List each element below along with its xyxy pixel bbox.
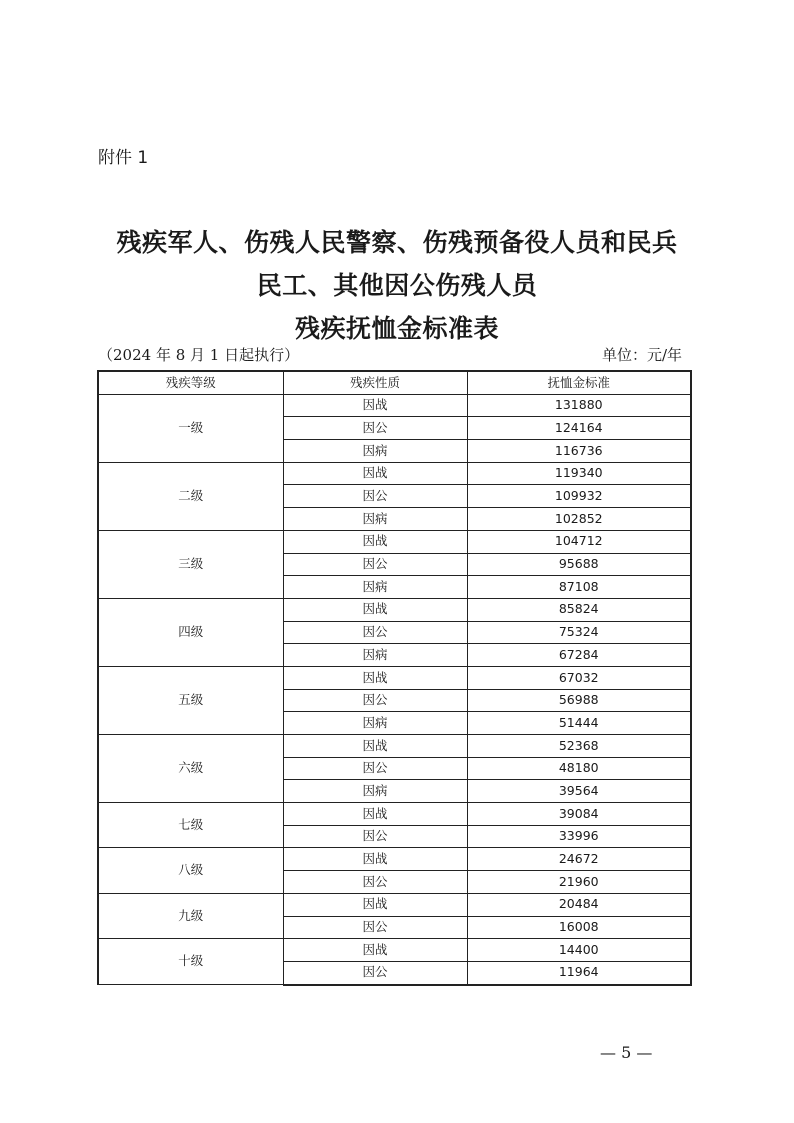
title-line-2: 民工、其他因公伤残人员 — [256, 271, 538, 300]
disability-nature-cell: 因公 — [283, 689, 467, 712]
disability-grade-cell: 七级 — [98, 803, 283, 848]
unit-label: 单位：元/年 — [601, 346, 682, 364]
pension-amount-cell: 33996 — [467, 825, 691, 848]
pension-amount-cell: 24672 — [467, 848, 691, 871]
disability-nature-cell: 因公 — [283, 417, 467, 440]
disability-nature-cell: 因战 — [283, 803, 467, 826]
pension-amount-cell: 109932 — [467, 485, 691, 508]
disability-nature-cell: 因病 — [283, 644, 467, 667]
pension-standard-table — [97, 370, 692, 986]
disability-nature-cell: 因公 — [283, 621, 467, 644]
table-row — [98, 939, 691, 962]
table-row — [98, 893, 691, 916]
pension-amount-cell: 116736 — [467, 440, 691, 463]
pension-amount-cell: 16008 — [467, 916, 691, 939]
disability-nature-cell: 因公 — [283, 871, 467, 894]
pension-amount-cell: 104712 — [467, 530, 691, 553]
header-grade: 残疾等级 — [98, 371, 283, 394]
disability-nature-cell: 因病 — [283, 712, 467, 735]
disability-nature-cell: 因战 — [283, 462, 467, 485]
disability-nature-cell: 因战 — [283, 939, 467, 962]
disability-grade-cell: 一级 — [98, 394, 283, 462]
attachment-label: 附件 1 — [98, 148, 149, 168]
disability-nature-cell: 因病 — [283, 576, 467, 599]
pension-amount-cell: 124164 — [467, 417, 691, 440]
pension-amount-cell: 131880 — [467, 394, 691, 417]
table-row — [98, 848, 691, 871]
pension-amount-cell: 75324 — [467, 621, 691, 644]
pension-amount-cell: 56988 — [467, 689, 691, 712]
pension-amount-cell: 51444 — [467, 712, 691, 735]
title-line-1: 残疾军人、伤残人民警察、伤残预备役人员和民兵 — [116, 228, 678, 257]
pension-amount-cell: 48180 — [467, 757, 691, 780]
disability-nature-cell: 因战 — [283, 848, 467, 871]
table-header-row — [98, 371, 691, 394]
table-row — [98, 530, 691, 553]
disability-grade-cell: 二级 — [98, 462, 283, 530]
page-number: — 5 — — [600, 1043, 653, 1062]
disability-grade-cell: 四级 — [98, 598, 283, 666]
pension-amount-cell: 95688 — [467, 553, 691, 576]
table-body — [98, 394, 691, 984]
pension-amount-cell: 119340 — [467, 462, 691, 485]
disability-nature-cell: 因战 — [283, 666, 467, 689]
pension-amount-cell: 21960 — [467, 871, 691, 894]
disability-grade-cell: 五级 — [98, 666, 283, 734]
pension-amount-cell: 87108 — [467, 576, 691, 599]
pension-amount-cell: 14400 — [467, 939, 691, 962]
pension-amount-cell: 67284 — [467, 644, 691, 667]
header-nature: 残疾性质 — [283, 371, 467, 394]
disability-grade-cell: 六级 — [98, 735, 283, 803]
disability-nature-cell: 因战 — [283, 598, 467, 621]
table-row — [98, 803, 691, 826]
pension-amount-cell: 102852 — [467, 508, 691, 531]
disability-nature-cell: 因病 — [283, 780, 467, 803]
disability-nature-cell: 因战 — [283, 893, 467, 916]
disability-grade-cell: 三级 — [98, 530, 283, 598]
pension-amount-cell: 85824 — [467, 598, 691, 621]
disability-grade-cell: 九级 — [98, 893, 283, 938]
header-amount: 抚恤金标准 — [467, 371, 691, 394]
table-row — [98, 735, 691, 758]
title-line-3: 残疾抚恤金标准表 — [294, 314, 499, 343]
table-row — [98, 666, 691, 689]
disability-nature-cell: 因公 — [283, 553, 467, 576]
disability-nature-cell: 因病 — [283, 508, 467, 531]
pension-amount-cell: 20484 — [467, 893, 691, 916]
disability-grade-cell: 十级 — [98, 939, 283, 985]
pension-amount-cell: 39084 — [467, 803, 691, 826]
table-row — [98, 598, 691, 621]
disability-grade-cell: 八级 — [98, 848, 283, 893]
pension-amount-cell: 11964 — [467, 961, 691, 984]
disability-nature-cell: 因公 — [283, 961, 467, 984]
disability-nature-cell: 因公 — [283, 825, 467, 848]
disability-nature-cell: 因战 — [283, 735, 467, 758]
pension-amount-cell: 67032 — [467, 666, 691, 689]
disability-nature-cell: 因战 — [283, 530, 467, 553]
disability-nature-cell: 因公 — [283, 916, 467, 939]
disability-nature-cell: 因战 — [283, 394, 467, 417]
disability-nature-cell: 因公 — [283, 485, 467, 508]
disability-nature-cell: 因公 — [283, 757, 467, 780]
table-row — [98, 462, 691, 485]
pension-amount-cell: 52368 — [467, 735, 691, 758]
table-row — [98, 394, 691, 417]
effective-date-note: （2024 年 8 月 1 日起执行） — [98, 346, 300, 364]
pension-amount-cell: 39564 — [467, 780, 691, 803]
disability-nature-cell: 因病 — [283, 440, 467, 463]
